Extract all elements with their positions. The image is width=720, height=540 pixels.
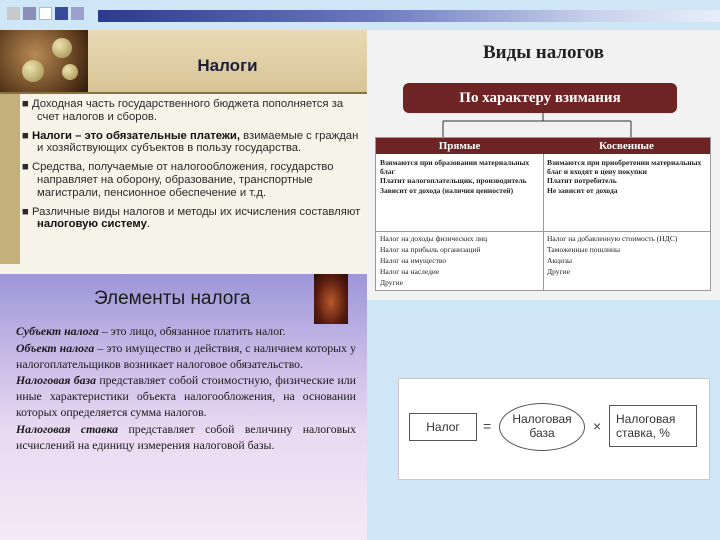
indirect-example: Таможенные пошлины [547,245,621,254]
direct-example: Налог на наследие [380,267,440,276]
slide-title: Элементы налога [94,288,251,309]
definition: Налоговая база представляет собой стоимостную, физические или иные характеристики объекта налогообложения, на основании которых определяется сумма налогов. [16,373,356,419]
slide-taxes [0,30,367,274]
side-stripe [0,92,20,264]
ornament-image [314,274,348,324]
tax-base-ellipse: Налоговая база [499,403,585,451]
equals-sign: = [483,418,492,434]
definition: Объект налога – это имущество и действия, с наличием которых у налогоплательщиков возникает налоговое обязательство. [16,340,356,371]
tax-types-table [375,137,711,291]
definition: Налоговая ставка представляет собой величину налоговых исчислений на единицу измерения налоговой базы. [16,421,356,452]
tax-formula [398,378,710,480]
indirect-example: Акцизы [547,256,573,265]
divider [0,92,367,94]
slide-body [22,98,362,237]
deco-square [39,7,52,20]
direct-example: Налог на имущество [380,256,447,265]
direct-example: Налог на доходы физических лиц [380,234,488,243]
slide-tax-elements [0,274,367,540]
deco-square [71,7,84,20]
direct-example: Другие [380,278,403,287]
indirect-example: Налог на добавленную стоимость (НДС) [547,234,678,243]
tax-rate-box: Налоговая ставка, % [609,405,697,447]
deco-square [23,7,36,20]
direct-example: Налог на прибыль организаций [380,245,481,254]
deco-square [7,7,20,20]
bullet-text: ■ Доходная часть государственного бюджета пополняется за счет налогов и сборов. [22,98,344,123]
deco-square [55,7,68,20]
bullet-text: ■ Налоги – это обязательные платежи, взимаемые с граждан и хозяйствующих субъектов в пользу государства. [22,129,359,155]
connector-lines [367,113,720,139]
slide-title: Виды налогов [482,42,605,63]
slide-header [88,30,367,92]
multiply-sign: × [593,418,602,434]
column-header-indirect: Косвенные [543,138,710,154]
slide-tax-types [367,30,720,300]
indirect-example: Другие [547,267,570,276]
indirect-description: Взимаются при приобретении материальных благ и входят в цену покупки Платит потребитель Не зависит от дохода [547,158,702,195]
slide-title: Налоги [197,56,258,75]
top-bar [98,10,720,22]
column-header-direct: Прямые [376,138,543,154]
bullet-text: ■ Средства, получаемые от налогообложения, государство направляет на оборону, образование, транспортные магистрали, пенсионное обеспечение и т.д. [22,161,334,199]
direct-description: Взимаются при образовании материальных благ Платит налогоплательщик, производитель Зависит от дохода (наличия ценностей) [380,158,530,195]
classification-label: По характеру взимания [403,83,677,113]
slide-body [16,324,356,454]
definition: Субъект налога – это лицо, обязанное платить налог. [16,324,286,338]
coins-photo [0,30,88,92]
bullet-text: ■ Различные виды налогов и методы их исчисления составляют налоговую систему. [22,205,361,231]
tax-box: Налог [409,413,477,441]
